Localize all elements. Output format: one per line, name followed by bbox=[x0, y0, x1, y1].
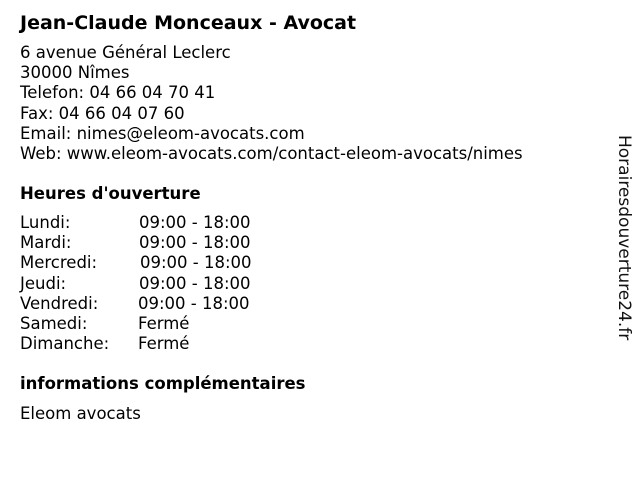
site-watermark: Horairesdouverture24.fr bbox=[614, 135, 634, 341]
address-line-1: 6 avenue Général Leclerc bbox=[20, 43, 231, 62]
email-address: Email: nimes@eleom-avocats.com bbox=[20, 123, 305, 143]
time-value: Fermé bbox=[138, 334, 190, 354]
day-label: Mercredi: bbox=[20, 253, 98, 273]
day-label: Dimanche: bbox=[20, 334, 110, 354]
phone-number: Telefon: 04 66 04 70 41 bbox=[20, 83, 216, 103]
day-label: Jeudi: bbox=[20, 273, 67, 293]
time-value: 09:00 - 18:00 bbox=[139, 273, 251, 293]
address-line-2: 30000 Nîmes bbox=[20, 63, 130, 83]
website-url: Web: www.eleom-avocats.com/contact-eleom-avocats/nimes bbox=[20, 143, 523, 163]
opening-hours-heading: Heures d'ouverture bbox=[20, 184, 201, 203]
day-label: Samedi: bbox=[20, 313, 88, 333]
time-value: 09:00 - 18:00 bbox=[139, 233, 251, 253]
time-value: 09:00 - 18:00 bbox=[139, 213, 251, 232]
contact-block bbox=[20, 43, 523, 164]
time-value: 09:00 - 18:00 bbox=[140, 253, 252, 273]
fax-number: Fax: 04 66 04 07 60 bbox=[20, 103, 185, 123]
additional-info-text: Eleom avocats bbox=[20, 404, 141, 423]
day-label: Lundi: bbox=[20, 213, 71, 232]
day-label: Vendredi: bbox=[20, 293, 99, 313]
time-value: 09:00 - 18:00 bbox=[138, 293, 250, 313]
page-title: Jean-Claude Monceaux - Avocat bbox=[20, 12, 357, 34]
additional-info-heading: informations complémentaires bbox=[20, 374, 306, 393]
time-value: Fermé bbox=[138, 313, 190, 333]
day-label: Mardi: bbox=[20, 233, 72, 253]
